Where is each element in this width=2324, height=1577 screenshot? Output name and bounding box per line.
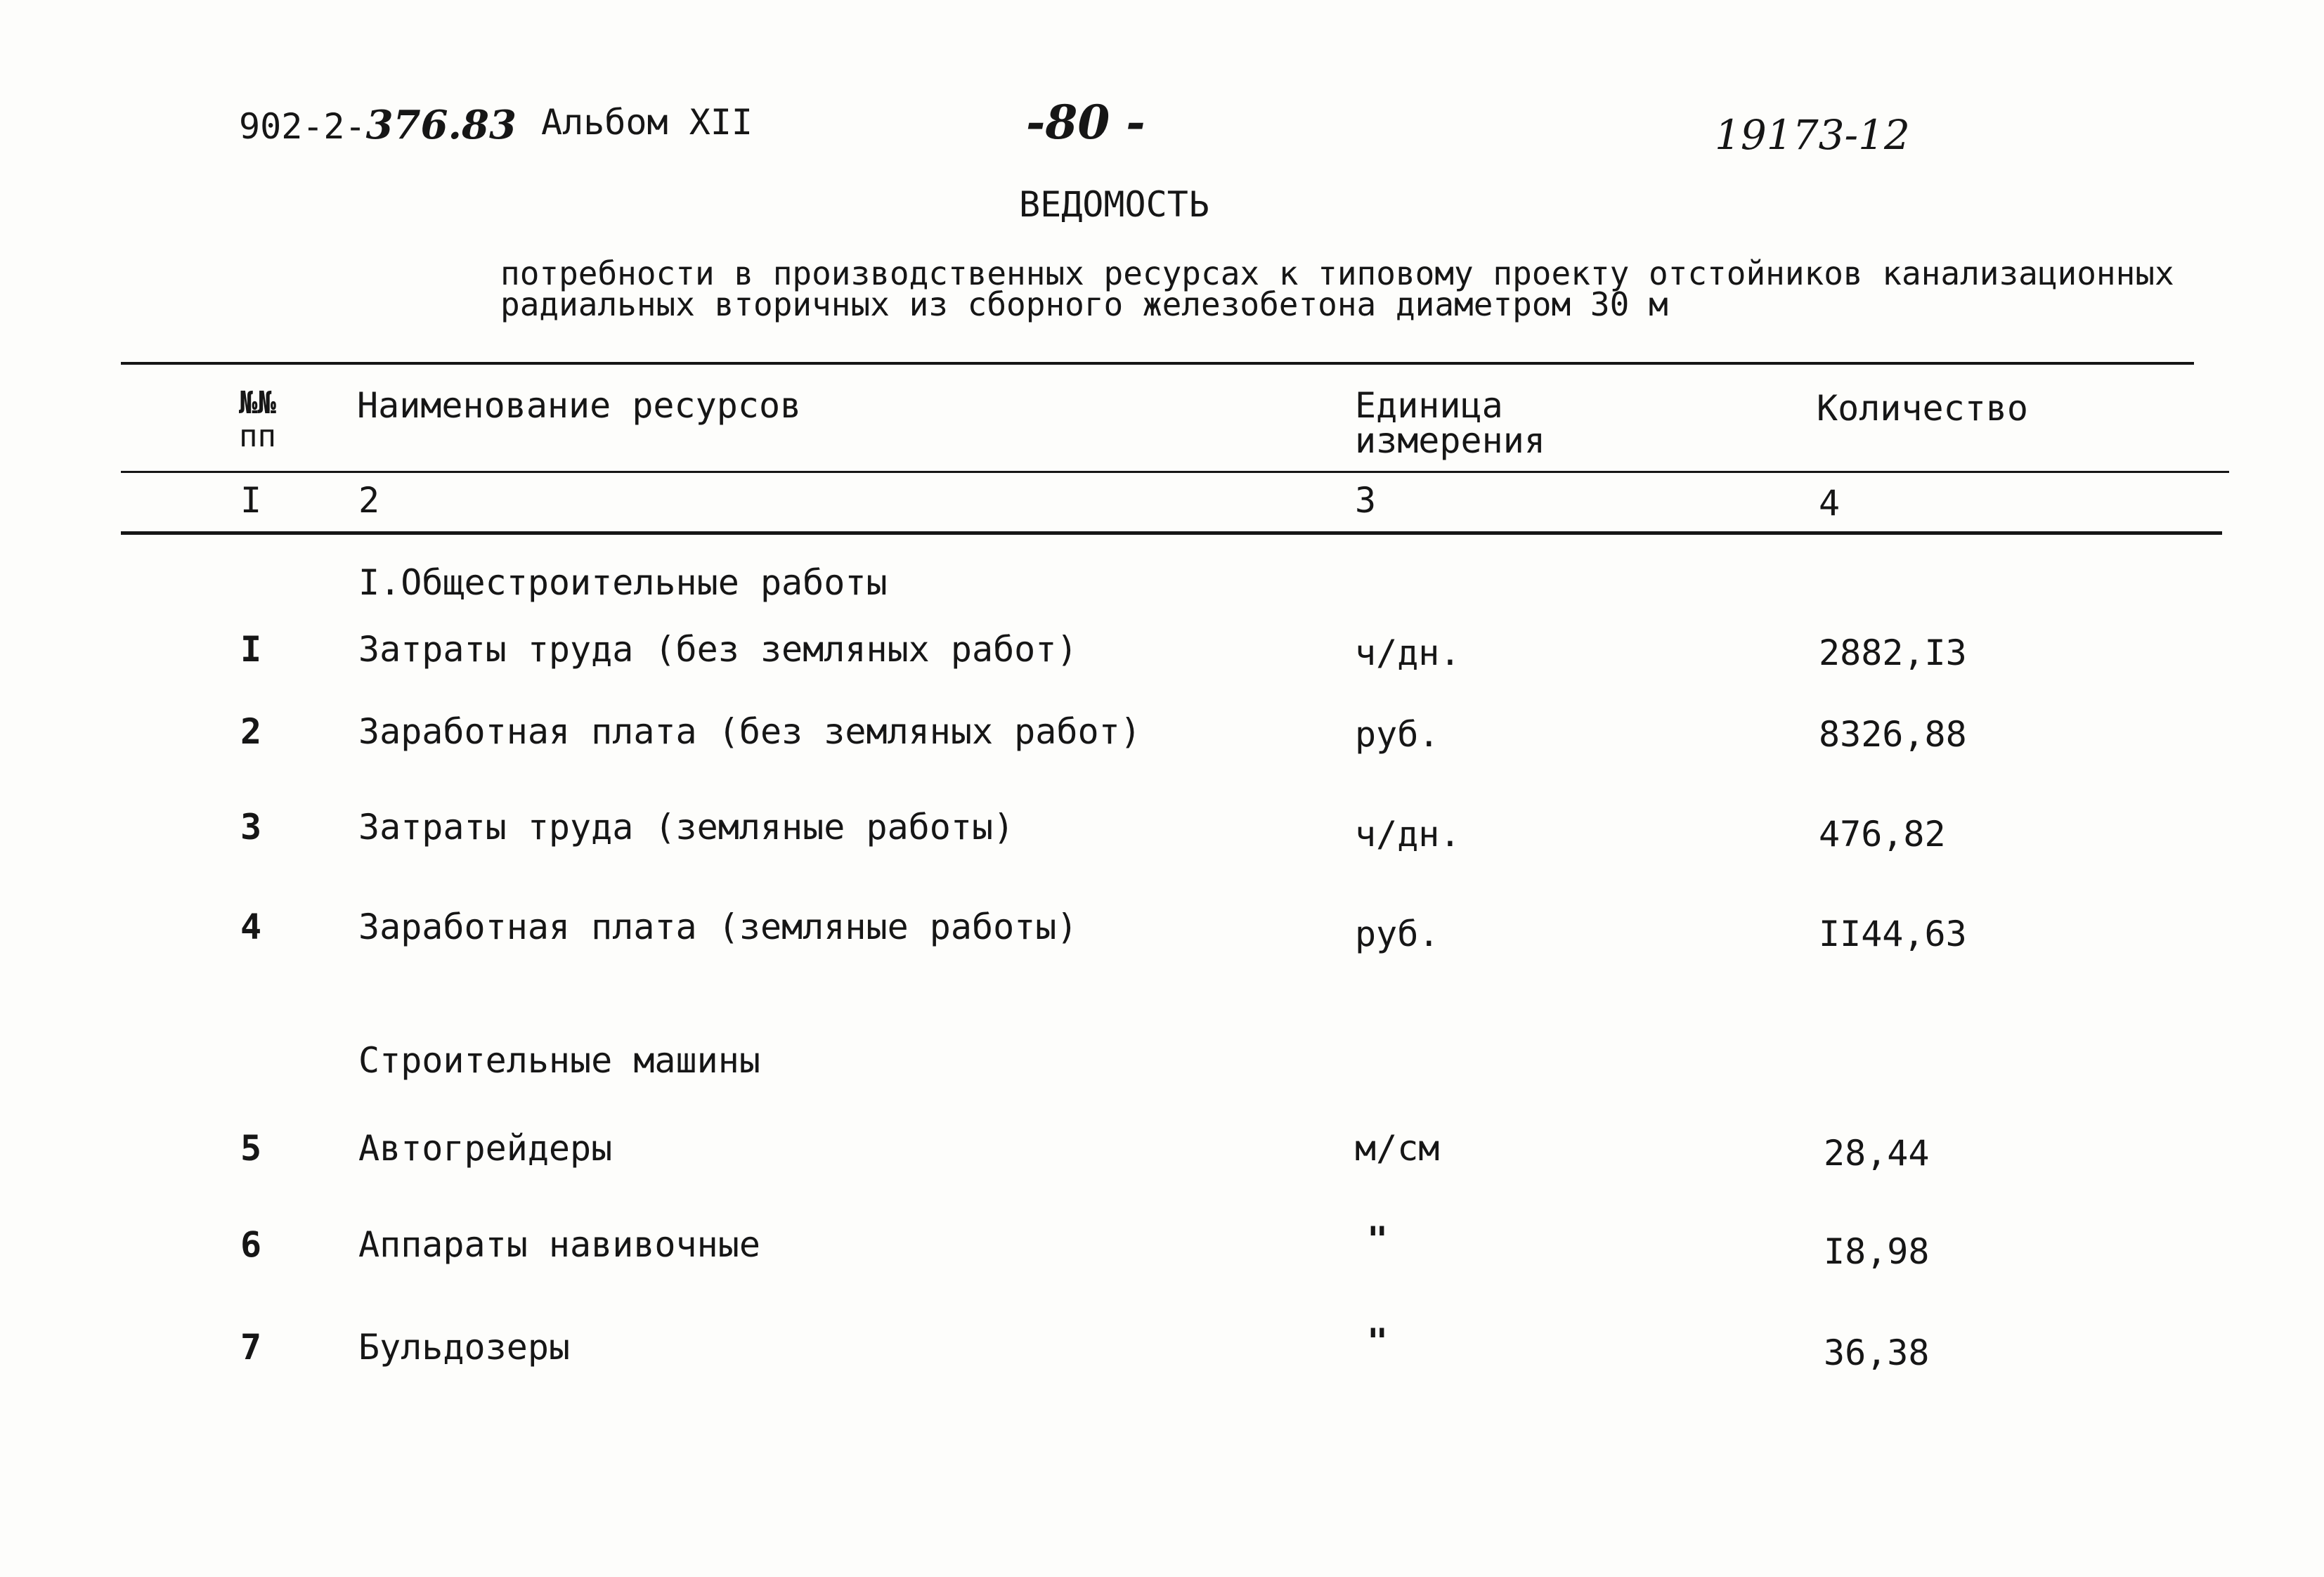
column-header-name: Наименование ресурсов [357,385,802,426]
row-name: Затраты труда (без земляных работ) [358,629,1078,670]
row-unit: ч/дн. [1355,814,1461,855]
document-title: ВЕДОМОСТЬ [1019,184,1209,225]
row-quantity: 476,82 [1819,814,1946,855]
table-numbering-rule [121,531,2222,535]
sheet-number: 19173-12 [1715,111,1910,159]
row-number: 5 [240,1128,262,1169]
column-header-num-line-1: №№ [239,385,276,421]
row-unit: м/см [1355,1128,1440,1169]
row-number: I [240,629,262,670]
row-quantity: I8,98 [1824,1231,1930,1272]
document-subtitle-line-1: потребности в производственных ресурсах к типовому проекту отстойников канализационных [500,254,2174,292]
row-quantity: 36,38 [1824,1332,1930,1373]
table-top-rule [121,362,2194,365]
row-quantity: 28,44 [1824,1133,1930,1174]
row-name: Бульдозеры [358,1327,571,1368]
row-name: Заработная плата (без земляных работ) [358,711,1141,752]
table-header-rule [121,471,2229,473]
section-heading-general-construction: I.Общестроительные работы [358,562,888,603]
row-number: 2 [240,711,262,752]
album-label: Альбом XII [541,102,753,143]
column-header-unit-line-1: Единица [1355,385,1503,426]
page-number: -80 - [1026,95,1145,150]
row-number: 7 [240,1327,262,1368]
row-number: 6 [240,1224,262,1265]
column-header-qty: Количество [1817,388,2029,429]
document-subtitle-line-2: радиальных вторичных из сборного железобетона диаметром 30 м [500,285,1668,323]
row-name: Затраты труда (земляные работы) [358,807,1015,848]
row-unit: руб. [1355,714,1440,755]
row-unit-ditto: " [1367,1219,1389,1260]
row-quantity: 2882,I3 [1819,632,1967,673]
column-number-3: 3 [1355,480,1377,521]
row-quantity: II44,63 [1819,914,1967,954]
document-code-handwritten: 376.83 [365,102,517,148]
column-header-num-line-2: пп [239,418,276,454]
column-number-1: I [240,480,262,521]
row-name: Автогрейдеры [358,1128,613,1169]
row-unit: ч/дн. [1355,632,1461,673]
section-heading-construction-machines: Строительные машины [358,1040,760,1081]
row-unit: руб. [1355,914,1440,954]
row-number: 3 [240,807,262,848]
column-number-2: 2 [358,480,380,521]
row-number: 4 [240,907,262,947]
row-unit-ditto: " [1367,1321,1389,1362]
document-code [239,102,517,148]
column-number-4: 4 [1819,483,1841,524]
document-code-prefix: 902-2- [239,106,366,147]
row-name: Заработная плата (земляные работы) [358,907,1078,947]
row-name: Аппараты навивочные [358,1224,760,1265]
row-quantity: 8326,88 [1819,714,1967,755]
column-header-unit-line-2: измерения [1355,420,1545,461]
